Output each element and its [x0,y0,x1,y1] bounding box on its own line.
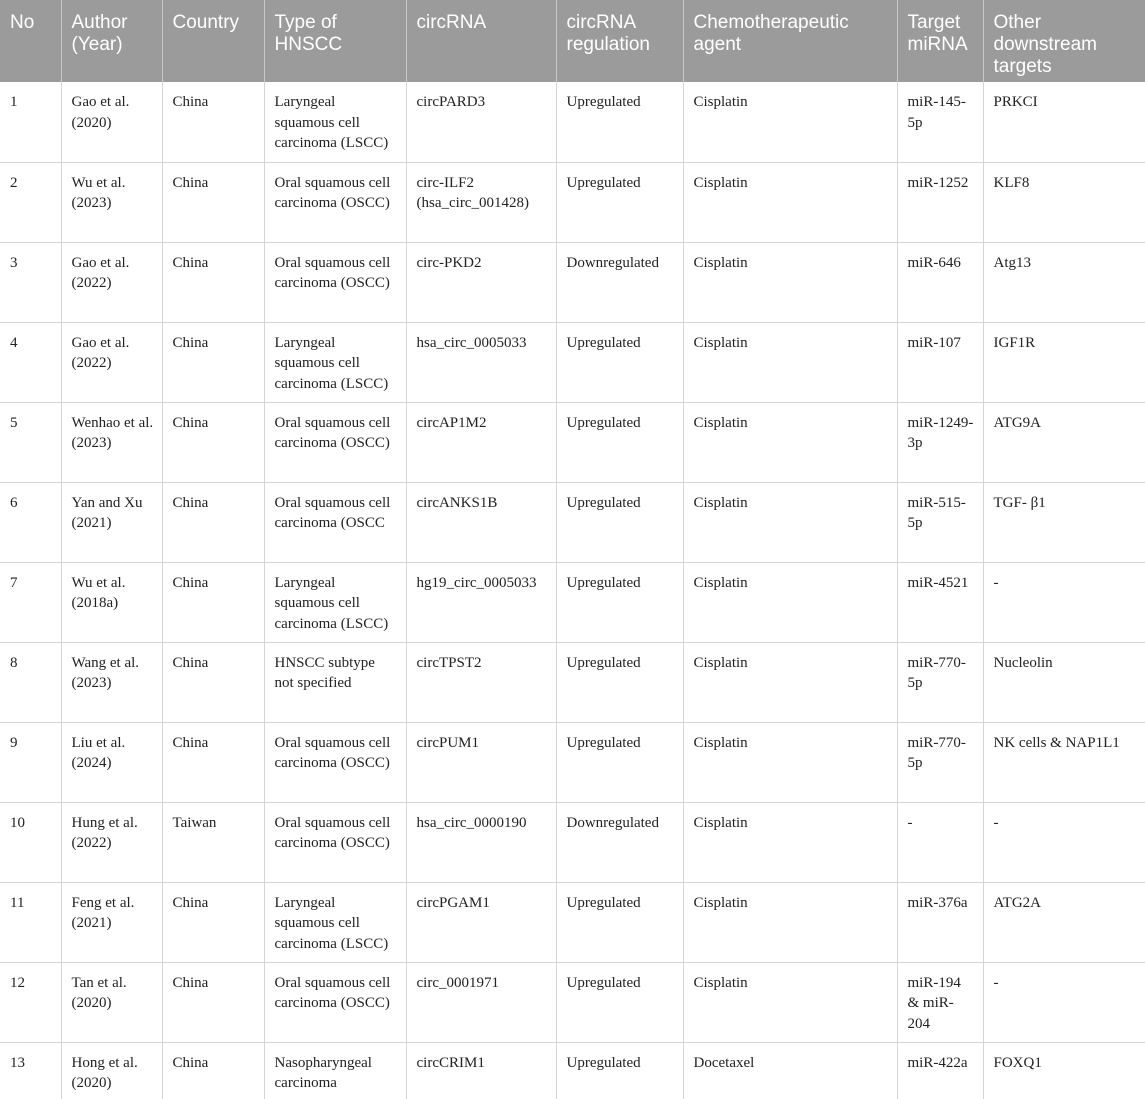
cell-downstream: - [983,962,1145,1042]
cell-no: 1 [0,82,61,162]
cell-target-mirna: miR-422a [897,1042,983,1099]
header-other-downstream-targets: Other downstream targets [983,0,1145,82]
table-header [0,0,1145,82]
cell-no: 13 [0,1042,61,1099]
cell-type: Oral squamous cell carcinoma (OSCC) [264,722,406,802]
cell-country: China [162,882,264,962]
table-row [0,802,1145,882]
table-row [0,562,1145,642]
cell-no: 9 [0,722,61,802]
cell-target-mirna: miR-107 [897,322,983,402]
cell-agent: Cisplatin [683,402,897,482]
cell-regulation: Upregulated [556,962,683,1042]
cell-target-mirna: miR-770-5p [897,722,983,802]
cell-circrna: circPUM1 [406,722,556,802]
cell-country: China [162,322,264,402]
cell-type: HNSCC subtype not specified [264,642,406,722]
cell-no: 8 [0,642,61,722]
table-row [0,722,1145,802]
cell-type: Oral squamous cell carcinoma (OSCC [264,482,406,562]
cell-regulation: Downregulated [556,802,683,882]
cell-downstream: - [983,802,1145,882]
cell-target-mirna: miR-646 [897,242,983,322]
table-row [0,82,1145,162]
cell-no: 10 [0,802,61,882]
cell-type: Oral squamous cell carcinoma (OSCC) [264,802,406,882]
cell-type: Laryngeal squamous cell carcinoma (LSCC) [264,882,406,962]
cell-circrna: circ-ILF2 (hsa_circ_001428) [406,162,556,242]
cell-regulation: Downregulated [556,242,683,322]
header-row [0,0,1145,82]
cell-country: China [162,562,264,642]
cell-target-mirna: miR-1249-3p [897,402,983,482]
cell-no: 3 [0,242,61,322]
cell-agent: Cisplatin [683,82,897,162]
cell-no: 2 [0,162,61,242]
cell-author-year: Gao et al. (2022) [61,242,162,322]
cell-type: Laryngeal squamous cell carcinoma (LSCC) [264,562,406,642]
cell-type: Laryngeal squamous cell carcinoma (LSCC) [264,82,406,162]
cell-circrna: circ_0001971 [406,962,556,1042]
cell-type: Oral squamous cell carcinoma (OSCC) [264,242,406,322]
cell-no: 12 [0,962,61,1042]
cell-target-mirna: miR-376a [897,882,983,962]
cell-agent: Cisplatin [683,482,897,562]
cell-country: China [162,1042,264,1099]
cell-author-year: Gao et al. (2022) [61,322,162,402]
cell-regulation: Upregulated [556,882,683,962]
cell-type: Oral squamous cell carcinoma (OSCC) [264,962,406,1042]
cell-country: China [162,242,264,322]
cell-type: Oral squamous cell carcinoma (OSCC) [264,162,406,242]
cell-downstream: ATG2A [983,882,1145,962]
cell-downstream: KLF8 [983,162,1145,242]
table-row [0,962,1145,1042]
cell-agent: Cisplatin [683,642,897,722]
header-target-mirna: Target miRNA [897,0,983,82]
cell-agent: Cisplatin [683,882,897,962]
cell-circrna: circCRIM1 [406,1042,556,1099]
header-type-of-hnscc: Type of HNSCC [264,0,406,82]
table-row [0,482,1145,562]
cell-agent: Cisplatin [683,962,897,1042]
table-row [0,242,1145,322]
cell-downstream: Atg13 [983,242,1145,322]
header-chemotherapeutic-agent: Chemotherapeutic agent [683,0,897,82]
cell-downstream: - [983,562,1145,642]
cell-no: 7 [0,562,61,642]
cell-agent: Docetaxel [683,1042,897,1099]
cell-no: 4 [0,322,61,402]
table-row [0,642,1145,722]
cell-agent: Cisplatin [683,242,897,322]
cell-author-year: Hong et al. (2020) [61,1042,162,1099]
header-country: Country [162,0,264,82]
cell-target-mirna: - [897,802,983,882]
cell-regulation: Upregulated [556,162,683,242]
cell-country: China [162,642,264,722]
header-author-year: Author (Year) [61,0,162,82]
cell-regulation: Upregulated [556,562,683,642]
cell-no: 6 [0,482,61,562]
cell-country: China [162,962,264,1042]
cell-regulation: Upregulated [556,1042,683,1099]
cell-agent: Cisplatin [683,722,897,802]
cell-target-mirna: miR-770-5p [897,642,983,722]
cell-no: 11 [0,882,61,962]
table-row [0,1042,1145,1099]
cell-country: China [162,402,264,482]
cell-country: Taiwan [162,802,264,882]
cell-circrna: circPARD3 [406,82,556,162]
cell-target-mirna: miR-194 & miR-204 [897,962,983,1042]
cell-circrna: hg19_circ_0005033 [406,562,556,642]
cell-type: Laryngeal squamous cell carcinoma (LSCC) [264,322,406,402]
cell-author-year: Tan et al. (2020) [61,962,162,1042]
cell-country: China [162,482,264,562]
cell-circrna: circANKS1B [406,482,556,562]
cell-regulation: Upregulated [556,482,683,562]
cell-downstream: Nucleolin [983,642,1145,722]
cell-country: China [162,162,264,242]
cell-downstream: ATG9A [983,402,1145,482]
cell-author-year: Wenhao et al. (2023) [61,402,162,482]
cell-circrna: hsa_circ_0005033 [406,322,556,402]
cell-target-mirna: miR-145-5p [897,82,983,162]
cell-circrna: circ-PKD2 [406,242,556,322]
cell-target-mirna: miR-4521 [897,562,983,642]
cell-author-year: Hung et al. (2022) [61,802,162,882]
cell-downstream: NK cells & NAP1L1 [983,722,1145,802]
cell-author-year: Wu et al. (2023) [61,162,162,242]
cell-regulation: Upregulated [556,402,683,482]
cell-target-mirna: miR-515-5p [897,482,983,562]
table-row [0,322,1145,402]
cell-no: 5 [0,402,61,482]
cell-circrna: circPGAM1 [406,882,556,962]
table-body [0,82,1145,1099]
cell-circrna: circTPST2 [406,642,556,722]
cell-country: China [162,82,264,162]
cell-downstream: FOXQ1 [993,1054,1042,1071]
cell-agent: Cisplatin [683,802,897,882]
cell-agent: Cisplatin [683,322,897,402]
cell-circrna: hsa_circ_0000190 [406,802,556,882]
cell-type: Nasopharyngeal carcinoma [264,1042,406,1099]
cell-author-year: Gao et al. (2020) [61,82,162,162]
cell-author-year: Feng et al. (2021) [61,882,162,962]
table-row [0,402,1145,482]
cell-type: Oral squamous cell carcinoma (OSCC) [264,402,406,482]
cell-agent: Cisplatin [683,162,897,242]
cell-agent: Cisplatin [683,562,897,642]
cell-author-year: Yan and Xu (2021) [61,482,162,562]
cell-circrna: circAP1M2 [406,402,556,482]
cell-regulation: Upregulated [556,322,683,402]
cell-regulation: Upregulated [556,722,683,802]
cell-author-year: Liu et al. (2024) [61,722,162,802]
table-row [0,162,1145,242]
cell-downstream: IGF1R [983,322,1145,402]
cell-regulation: Upregulated [556,642,683,722]
cell-country: China [162,722,264,802]
header-circrna-regulation: circRNA regulation [556,0,683,82]
header-no: No [0,0,61,82]
cell-author-year: Wu et al. (2018a) [61,562,162,642]
cell-downstream: TGF- β1 [983,482,1145,562]
cell-regulation: Upregulated [556,82,683,162]
header-circrna: circRNA [406,0,556,82]
table-row [0,882,1145,962]
cell-target-mirna: miR-1252 [897,162,983,242]
cell-downstream: PRKCI [983,82,1145,162]
cell-author-year: Wang et al. (2023) [61,642,162,722]
